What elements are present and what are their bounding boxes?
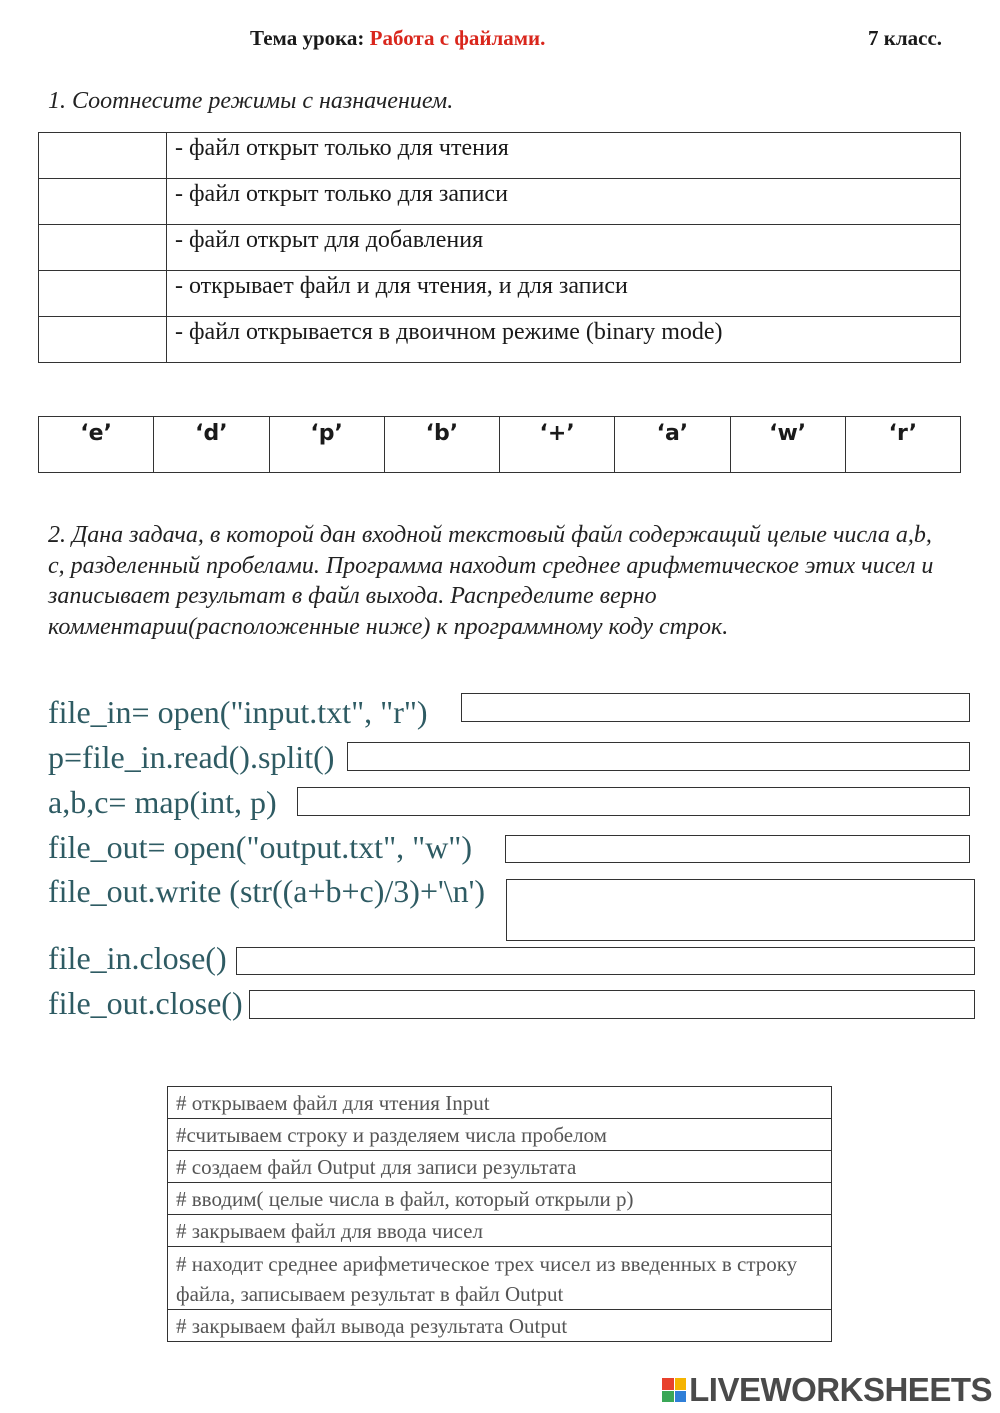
mode-description: - файл открывается в двоичном режиме (binary mode) xyxy=(167,317,961,363)
comment-option[interactable]: # находит среднее арифметическое трех чисел из введенных в строку файла, записываем результат в файл Output xyxy=(168,1247,832,1310)
code-line-5: file_out.write (str((a+b+c)/3)+'\n') xyxy=(48,873,486,909)
mode-option-plus[interactable]: ‘+’ xyxy=(500,417,615,473)
code-line-6: file_in.close() xyxy=(48,940,227,976)
lesson-topic xyxy=(250,26,545,51)
logo-text: LIVEWORKSHEETS xyxy=(689,1371,992,1408)
comment-option[interactable]: # закрываем файл для ввода чисел xyxy=(168,1215,832,1247)
mode-option-b[interactable]: ‘b’ xyxy=(384,417,499,473)
drop-slot-1[interactable] xyxy=(39,133,167,179)
drop-slot-4[interactable] xyxy=(39,271,167,317)
mode-option-r[interactable]: ‘r’ xyxy=(845,417,960,473)
mode-options-table xyxy=(38,416,961,473)
comment-option[interactable]: # вводим( целые числа в файл, который открыли p) xyxy=(168,1183,832,1215)
table-row xyxy=(168,1151,832,1183)
code-line-7: file_out.close() xyxy=(48,985,243,1021)
drop-slot-3[interactable] xyxy=(39,225,167,271)
table-row xyxy=(39,225,961,271)
mode-option-a[interactable]: ‘a’ xyxy=(615,417,730,473)
comments-table xyxy=(167,1086,832,1342)
topic-label: Тема урока: xyxy=(250,26,365,50)
table-row xyxy=(39,271,961,317)
code-line-2: p=file_in.read().split() xyxy=(48,739,335,775)
answer-box-5[interactable] xyxy=(506,879,975,941)
drop-slot-5[interactable] xyxy=(39,317,167,363)
liveworksheets-logo xyxy=(662,1371,992,1409)
task1-title: 1. Соотнесите режимы с назначением. xyxy=(48,88,454,114)
modes-table xyxy=(38,132,961,363)
mode-description: - открывает файл и для чтения, и для записи xyxy=(167,271,961,317)
mode-option-e[interactable]: ‘e’ xyxy=(39,417,154,473)
answer-box-2[interactable] xyxy=(347,742,970,771)
drop-slot-2[interactable] xyxy=(39,179,167,225)
table-row xyxy=(168,1183,832,1215)
mode-description: - файл открыт только для чтения xyxy=(167,133,961,179)
code-line-3: a,b,c= map(int, p) xyxy=(48,784,277,820)
mode-option-p[interactable]: ‘p’ xyxy=(269,417,384,473)
mode-description: - файл открыт для добавления xyxy=(167,225,961,271)
table-row xyxy=(168,1247,832,1310)
liveworksheets-logo-icon xyxy=(662,1378,686,1402)
code-line-1: file_in= open("input.txt", "r") xyxy=(48,694,428,730)
table-row xyxy=(39,317,961,363)
mode-description: - файл открыт только для записи xyxy=(167,179,961,225)
mode-option-d[interactable]: ‘d’ xyxy=(154,417,269,473)
task2-description: 2. Дана задача, в которой дан входной текстовый файл содержащий целые числа a,b, c, разделенный пробелами. Программа находит среднее арифметическое этих чисел и записывает результат в файл выхода. Распределите верно комментарии(расположенные ниже) к программному коду строк. xyxy=(48,522,934,640)
comment-option[interactable]: # создаем файл Output для записи результата xyxy=(168,1151,832,1183)
comment-option[interactable]: # закрываем файл вывода результата Output xyxy=(168,1310,832,1342)
table-row xyxy=(168,1119,832,1151)
table-row xyxy=(168,1310,832,1342)
answer-box-7[interactable] xyxy=(249,990,975,1019)
topic-title: Работа с файлами. xyxy=(369,26,546,50)
comment-option[interactable]: # открываем файл для чтения Input xyxy=(168,1087,832,1119)
grade-label: 7 класс. xyxy=(868,26,943,50)
table-row xyxy=(168,1087,832,1119)
table-row xyxy=(39,179,961,225)
mode-option-w[interactable]: ‘w’ xyxy=(730,417,845,473)
comment-option[interactable]: #считываем строку и разделяем числа пробелом xyxy=(168,1119,832,1151)
table-row xyxy=(168,1215,832,1247)
code-line-4: file_out= open("output.txt", "w") xyxy=(48,829,473,865)
answer-box-4[interactable] xyxy=(505,835,970,863)
table-row xyxy=(39,133,961,179)
answer-box-1[interactable] xyxy=(461,693,970,722)
answer-box-6[interactable] xyxy=(236,947,975,975)
answer-box-3[interactable] xyxy=(297,787,970,816)
